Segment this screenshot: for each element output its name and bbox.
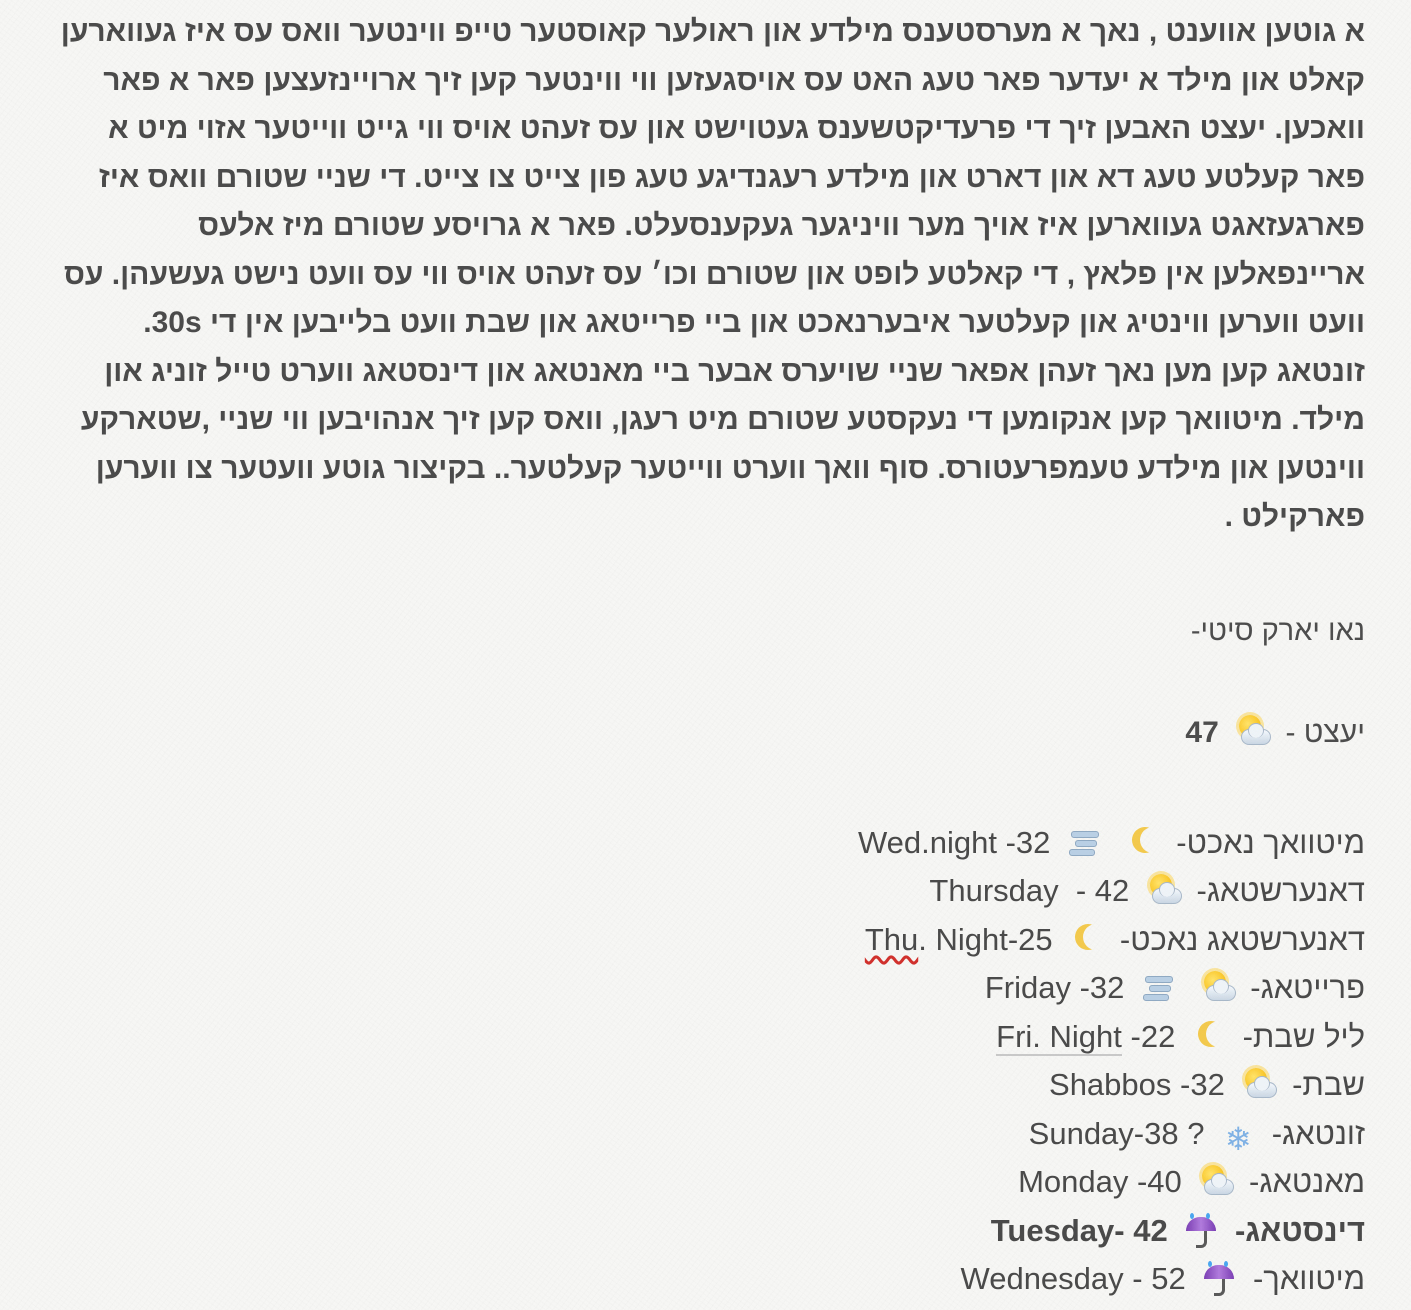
crescent-moon-icon [1067,922,1105,956]
crescent-moon-icon [1124,825,1162,859]
day-label-hebrew: דאנערשטאג נאכט- [1119,921,1365,957]
umbrella-rain-icon [1200,1261,1238,1295]
paragraph-line: פארגעזאגט געווארען איז אויך מער וויניגער געקענסעלט. פאר א גרויסע שטורם מיז אלעס [198,209,1365,242]
day-label-english-rest: . Night-25 [918,921,1053,957]
current-label: יעצט - [1285,715,1365,749]
day-label-hebrew: פרייטאג- [1250,970,1365,1005]
day-label-hebrew: מאנטאג- [1249,1164,1365,1199]
misspelled-word[interactable]: Thu [864,921,919,957]
forecast-row [40,819,1365,868]
paragraph-line: אריינפאלען אין פלאץ , די קאלטע לופט און שטורם וכו׳ עס זעהט אויס ווי עס וועט נישט געשעהן. עס [63,257,1365,291]
forecast-row [40,1061,1365,1110]
forecast-row [40,916,1365,965]
note-document[interactable] [40,0,1365,1304]
city-heading: נאו יארק סיטי- [1190,614,1365,647]
sun-behind-cloud-icon [1144,873,1182,907]
day-label-english: Thursday - 42 [929,873,1130,908]
day-label-english: Wednesday - 52 [960,1261,1186,1296]
day-label-hebrew: זונטאג- [1271,1115,1365,1151]
day-label-hebrew: דינסטאג- [1234,1212,1365,1248]
current-weather [40,713,1365,753]
forecast-row [40,1110,1365,1159]
forecast-row [40,964,1365,1013]
crescent-moon-icon [1190,1019,1228,1053]
sun-behind-cloud-icon [1198,970,1236,1004]
paragraph-line: פאר קעלטע טעג דא און דארט און מילדע רעגנדיגע טעג פון צייט צו צייט. די שניי שטורם וואס איז [98,160,1365,194]
day-label-english-rest: -22 [1121,1018,1176,1054]
forecast-row [40,1207,1365,1256]
paragraph-line: קאלט און מילד א יעדער פאר טעג האט עס אויסגעזען ווי ווינטער קען זיך ארויינזעצען פאר א פאר [103,63,1365,97]
snowflake-icon: ❄ [1224,1120,1252,1157]
current-temp: 47 [1185,715,1219,749]
day-label-english: Tuesday- 42 [990,1212,1168,1248]
forecast-row [40,1255,1365,1304]
sun-behind-cloud-icon [1233,714,1271,748]
day-label-english: Sunday-38 ? [1028,1115,1205,1151]
detected-link[interactable]: Fri. Night [996,1018,1122,1054]
day-label-english: Monday -40 [1018,1164,1182,1199]
day-label-english: Friday -32 [984,970,1125,1005]
paragraph-line: וואכען. יעצט האבען זיך די פרעדיקטשענס געטוישט און עס זעהט אויס ווי גייט ווייטער אזוי מיט א [108,112,1365,145]
paragraph-line: וועט ווערען ווינטיג און קעלטער איבערנאכט און ביי פרייטאג און שבת וועט בלייבען אין די 30s. [143,306,1365,339]
sun-behind-cloud-icon [1196,1164,1234,1198]
day-label-english: Shabbos -32 [1049,1067,1225,1102]
day-label-hebrew: ליל שבת- [1242,1018,1365,1054]
day-label-hebrew: שבת- [1292,1067,1365,1102]
paragraph-line: פארקילט . [1224,500,1365,533]
day-label-hebrew: דאנערשטאג- [1196,873,1365,908]
wind-icon [1065,825,1103,859]
day-label-english [996,1019,1175,1056]
wind-icon [1139,970,1177,1004]
day-label-hebrew: מיטוואך- [1252,1261,1365,1296]
umbrella-rain-icon [1182,1213,1220,1247]
paragraph-line: א גוטען אווענט , נאך א מערסטענס מילדע און ראולער קאוסטער טייפ ווינטער וואס עס איז געווארען [60,15,1365,48]
forecast-paragraph [40,0,1365,542]
forecast-row [40,867,1365,916]
sun-behind-cloud-icon [1239,1067,1277,1101]
paragraph-line: מילד. מיטוואך קען אנקומען די נעקסטע שטורם מיט רעגן, וואס קען זיך אנהויבען ווי שניי ,שטארקע [80,403,1365,436]
day-label-hebrew: מיטוואך נאכט- [1176,824,1365,860]
paragraph-line: זונטאג קען מען נאך זעהן אפאר שניי שויערס אבער ביי מאנטאג און דינסטאג ווערט טייל זוניג און [104,354,1365,388]
day-label-english: Wed.night -32 [857,824,1051,860]
forecast-list [40,819,1365,1304]
paragraph-line: ווינטען און מילדע טעמפרעטורס. סוף וואך ווערט ווייטער קעלטער.. בקיצור גוטע וועטער צו ווערען [95,451,1365,485]
day-label-english [865,922,1053,957]
forecast-row [40,1013,1365,1062]
forecast-row [40,1158,1365,1207]
